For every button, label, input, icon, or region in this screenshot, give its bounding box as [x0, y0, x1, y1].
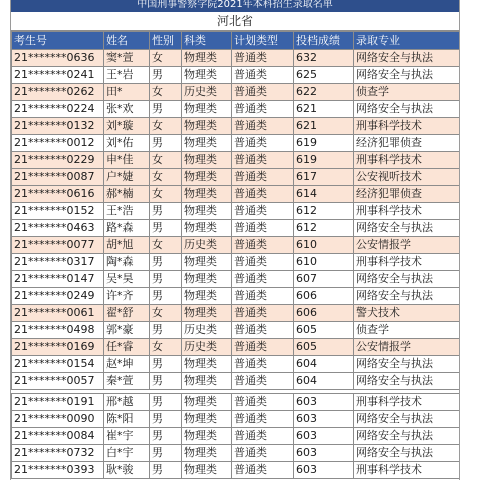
cell-exam-id: 21*******0087 [12, 169, 104, 186]
cell-major: 警犬技术 [354, 305, 460, 322]
cell-category: 物理类 [182, 445, 232, 462]
cell-category: 物理类 [182, 118, 232, 135]
cell-score: 603 [294, 445, 354, 462]
cell-plan-type: 普通类 [232, 271, 294, 288]
cell-score: 610 [294, 254, 354, 271]
cell-major: 经济犯罪侦查 [354, 135, 460, 152]
cell-plan-type: 普通类 [232, 203, 294, 220]
cell-exam-id: 21*******0012 [12, 135, 104, 152]
cell-exam-id: 21*******0169 [12, 339, 104, 356]
cell-score: 619 [294, 135, 354, 152]
cell-category: 物理类 [182, 394, 232, 411]
cell-name: 邢*越 [104, 394, 150, 411]
cell-exam-id: 21*******0393 [12, 462, 104, 479]
cell-exam-id: 21*******0636 [12, 50, 104, 67]
cell-plan-type: 普通类 [232, 411, 294, 428]
cell-exam-id: 21*******0061 [12, 305, 104, 322]
cell-score: 604 [294, 356, 354, 373]
cell-plan-type: 普通类 [232, 305, 294, 322]
cell-major: 刑事科学技术 [354, 254, 460, 271]
col-header-exam-id: 考生号 [12, 32, 104, 50]
cell-name: 陈*阳 [104, 411, 150, 428]
cell-name: 任*睿 [104, 339, 150, 356]
table-row [12, 462, 460, 479]
cell-name: 吴*昊 [104, 271, 150, 288]
cell-name: 许*齐 [104, 288, 150, 305]
cell-name: 胡*旭 [104, 237, 150, 254]
cell-category: 物理类 [182, 67, 232, 84]
cell-major: 侦查学 [354, 84, 460, 101]
cell-name: 窦*萱 [104, 50, 150, 67]
col-header-major: 录取专业 [354, 32, 460, 50]
cell-gender: 女 [150, 50, 182, 67]
cell-exam-id: 21*******0463 [12, 220, 104, 237]
cell-plan-type: 普通类 [232, 445, 294, 462]
cell-gender: 男 [150, 288, 182, 305]
cell-plan-type: 普通类 [232, 373, 294, 390]
cell-name: 崔*宇 [104, 428, 150, 445]
cell-gender: 男 [150, 322, 182, 339]
cell-score: 604 [294, 373, 354, 390]
cell-major: 网络安全与执法 [354, 428, 460, 445]
cell-score: 619 [294, 152, 354, 169]
cell-plan-type: 普通类 [232, 322, 294, 339]
cell-name: 陶*森 [104, 254, 150, 271]
cell-score: 610 [294, 237, 354, 254]
cell-category: 物理类 [182, 50, 232, 67]
table-row [12, 322, 460, 339]
cell-score: 603 [294, 411, 354, 428]
cell-name: 路*森 [104, 220, 150, 237]
cell-category: 历史类 [182, 339, 232, 356]
table-row [12, 288, 460, 305]
cell-plan-type: 普通类 [232, 118, 294, 135]
cell-exam-id: 21*******0732 [12, 445, 104, 462]
table-row [12, 356, 460, 373]
cell-gender: 女 [150, 305, 182, 322]
cell-name: 耿*骏 [104, 462, 150, 479]
cell-exam-id: 21*******0317 [12, 254, 104, 271]
cell-gender: 女 [150, 84, 182, 101]
cell-gender: 女 [150, 118, 182, 135]
cell-exam-id: 21*******0132 [12, 118, 104, 135]
cell-major: 公安情报学 [354, 237, 460, 254]
cell-name: 王*岩 [104, 67, 150, 84]
cell-gender: 男 [150, 394, 182, 411]
cell-name: 张*欢 [104, 101, 150, 118]
cell-major: 刑事科学技术 [354, 203, 460, 220]
cell-category: 物理类 [182, 356, 232, 373]
cell-plan-type: 普通类 [232, 356, 294, 373]
cell-category: 物理类 [182, 220, 232, 237]
cell-plan-type: 普通类 [232, 152, 294, 169]
cell-major: 公安视听技术 [354, 169, 460, 186]
cell-score: 603 [294, 394, 354, 411]
cell-major: 网络安全与执法 [354, 445, 460, 462]
cell-major: 网络安全与执法 [354, 67, 460, 84]
table-row [12, 237, 460, 254]
cell-exam-id: 21*******0241 [12, 67, 104, 84]
cell-score: 614 [294, 186, 354, 203]
cell-score: 632 [294, 50, 354, 67]
cell-category: 物理类 [182, 462, 232, 479]
cell-exam-id: 21*******0077 [12, 237, 104, 254]
cell-category: 物理类 [182, 288, 232, 305]
cell-gender: 男 [150, 254, 182, 271]
cell-category: 物理类 [182, 169, 232, 186]
table-body [12, 50, 460, 479]
cell-major: 网络安全与执法 [354, 50, 460, 67]
cell-plan-type: 普通类 [232, 135, 294, 152]
cell-major: 公安情报学 [354, 339, 460, 356]
cell-gender: 男 [150, 220, 182, 237]
table-row [12, 220, 460, 237]
cell-major: 刑事科学技术 [354, 462, 460, 479]
table-row [12, 411, 460, 428]
cell-score: 605 [294, 339, 354, 356]
table-row [12, 373, 460, 390]
cell-plan-type: 普通类 [232, 101, 294, 118]
cell-gender: 男 [150, 271, 182, 288]
cell-category: 物理类 [182, 428, 232, 445]
cell-exam-id: 21*******0224 [12, 101, 104, 118]
cell-name: 翟*舒 [104, 305, 150, 322]
cell-exam-id: 21*******0152 [12, 203, 104, 220]
cell-exam-id: 21*******0191 [12, 394, 104, 411]
table-row [12, 203, 460, 220]
cell-score: 603 [294, 428, 354, 445]
cell-plan-type: 普通类 [232, 288, 294, 305]
table-row [12, 118, 460, 135]
cell-plan-type: 普通类 [232, 84, 294, 101]
cell-score: 605 [294, 322, 354, 339]
table-row [12, 339, 460, 356]
cell-category: 物理类 [182, 135, 232, 152]
cell-category: 物理类 [182, 186, 232, 203]
cell-score: 621 [294, 118, 354, 135]
col-header-name: 姓名 [104, 32, 150, 50]
table-row [12, 67, 460, 84]
cell-plan-type: 普通类 [232, 462, 294, 479]
cell-major: 网络安全与执法 [354, 271, 460, 288]
cell-exam-id: 21*******0229 [12, 152, 104, 169]
cell-score: 606 [294, 305, 354, 322]
cell-exam-id: 21*******0498 [12, 322, 104, 339]
cell-name: 户*婕 [104, 169, 150, 186]
table-row [12, 305, 460, 322]
cell-gender: 男 [150, 203, 182, 220]
cell-category: 物理类 [182, 101, 232, 118]
cell-gender: 女 [150, 186, 182, 203]
cell-major: 网络安全与执法 [354, 411, 460, 428]
header-row [12, 32, 460, 50]
cell-category: 物理类 [182, 254, 232, 271]
table-row [12, 428, 460, 445]
table-header [12, 32, 460, 50]
cell-gender: 男 [150, 101, 182, 118]
cell-major: 网络安全与执法 [354, 101, 460, 118]
cell-major: 侦查学 [354, 322, 460, 339]
cell-major: 刑事科学技术 [354, 118, 460, 135]
cell-gender: 男 [150, 135, 182, 152]
admission-sheet [10, 0, 460, 480]
cell-category: 历史类 [182, 237, 232, 254]
cell-major: 网络安全与执法 [354, 356, 460, 373]
cell-name: 田* [104, 84, 150, 101]
cell-gender: 男 [150, 356, 182, 373]
cell-plan-type: 普通类 [232, 220, 294, 237]
cell-category: 历史类 [182, 84, 232, 101]
cell-score: 607 [294, 271, 354, 288]
cell-score: 612 [294, 220, 354, 237]
cell-score: 617 [294, 169, 354, 186]
cell-plan-type: 普通类 [232, 428, 294, 445]
cell-exam-id: 21*******0084 [12, 428, 104, 445]
province-label: 河北省 [11, 12, 459, 31]
cell-gender: 男 [150, 411, 182, 428]
table-row [12, 169, 460, 186]
table-row [12, 254, 460, 271]
col-header-plan-type: 计划类型 [232, 32, 294, 50]
cell-plan-type: 普通类 [232, 67, 294, 84]
cell-name: 刘*佑 [104, 135, 150, 152]
table-row [12, 135, 460, 152]
table-row [12, 50, 460, 67]
cell-major: 刑事科学技术 [354, 152, 460, 169]
cell-exam-id: 21*******0147 [12, 271, 104, 288]
cell-exam-id: 21*******0249 [12, 288, 104, 305]
col-header-score: 投档成绩 [294, 32, 354, 50]
cell-gender: 女 [150, 339, 182, 356]
table-row [12, 152, 460, 169]
admission-table [11, 31, 460, 479]
cell-score: 622 [294, 84, 354, 101]
cell-name: 郭*豪 [104, 322, 150, 339]
cell-major: 网络安全与执法 [354, 373, 460, 390]
cell-major: 刑事科学技术 [354, 394, 460, 411]
cell-category: 物理类 [182, 152, 232, 169]
cell-score: 625 [294, 67, 354, 84]
cell-score: 612 [294, 203, 354, 220]
table-row [12, 394, 460, 411]
cell-gender: 男 [150, 462, 182, 479]
cell-exam-id: 21*******0090 [12, 411, 104, 428]
cell-category: 物理类 [182, 203, 232, 220]
cell-plan-type: 普通类 [232, 50, 294, 67]
cell-major: 网络安全与执法 [354, 220, 460, 237]
cell-gender: 女 [150, 152, 182, 169]
cell-exam-id: 21*******0262 [12, 84, 104, 101]
cell-score: 603 [294, 462, 354, 479]
cell-name: 刘*璇 [104, 118, 150, 135]
cell-score: 606 [294, 288, 354, 305]
cell-gender: 男 [150, 67, 182, 84]
cell-exam-id: 21*******0057 [12, 373, 104, 390]
cell-plan-type: 普通类 [232, 254, 294, 271]
cell-category: 历史类 [182, 322, 232, 339]
cell-gender: 男 [150, 428, 182, 445]
cell-plan-type: 普通类 [232, 169, 294, 186]
cell-gender: 女 [150, 237, 182, 254]
cell-gender: 男 [150, 445, 182, 462]
cell-name: 秦*萱 [104, 373, 150, 390]
sheet-title: 中国刑事警察学院2021年本科招生录取名单 [11, 0, 459, 12]
cell-plan-type: 普通类 [232, 186, 294, 203]
col-header-category: 科类 [182, 32, 232, 50]
cell-name: 白*宇 [104, 445, 150, 462]
cell-plan-type: 普通类 [232, 394, 294, 411]
cell-category: 物理类 [182, 373, 232, 390]
col-header-gender: 性别 [150, 32, 182, 50]
cell-exam-id: 21*******0154 [12, 356, 104, 373]
cell-category: 物理类 [182, 305, 232, 322]
cell-gender: 女 [150, 169, 182, 186]
cell-exam-id: 21*******0616 [12, 186, 104, 203]
table-row [12, 445, 460, 462]
table-row [12, 271, 460, 288]
cell-gender: 男 [150, 373, 182, 390]
table-row [12, 101, 460, 118]
table-row [12, 186, 460, 203]
cell-major: 网络安全与执法 [354, 288, 460, 305]
cell-plan-type: 普通类 [232, 237, 294, 254]
cell-category: 物理类 [182, 271, 232, 288]
cell-name: 郝*楠 [104, 186, 150, 203]
cell-name: 王*浩 [104, 203, 150, 220]
cell-name: 赵*坤 [104, 356, 150, 373]
cell-plan-type: 普通类 [232, 339, 294, 356]
cell-category: 物理类 [182, 411, 232, 428]
cell-major: 经济犯罪侦查 [354, 186, 460, 203]
cell-score: 621 [294, 101, 354, 118]
cell-name: 申*佳 [104, 152, 150, 169]
table-row [12, 84, 460, 101]
